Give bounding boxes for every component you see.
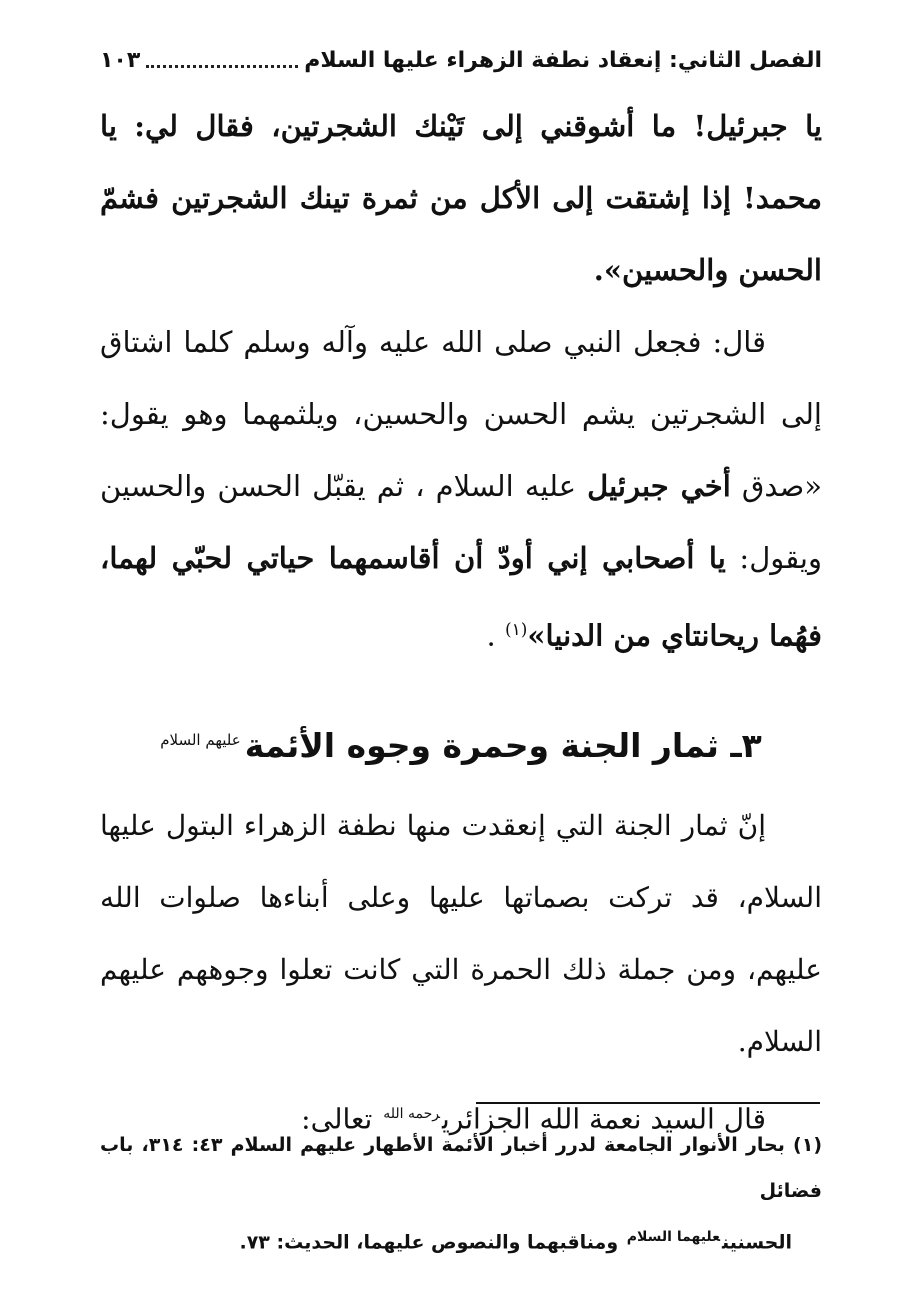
honorific-glyph: رحمه الله (383, 1106, 440, 1122)
narration-end: . (486, 618, 505, 653)
footnote-1: (١) بحار الأنوار الجامعة لدرر أخبار الأئمة الأطهار عليهم السلام ٤٣: ٣١٤، باب فضائل (100, 1134, 822, 1202)
chapter-title: الفصل الثاني: إنعقاد نطفة الزهراء عليها السلام (304, 47, 822, 73)
footnote-1-continuation (100, 1214, 822, 1265)
quotation-intro-end: تعالى: (301, 1102, 382, 1136)
section-heading-text: ٣ـ ثمار الجنة وحمرة وجوه الأئمة (244, 726, 762, 765)
page-number: ١٠٣ (100, 47, 141, 73)
footnote-separator (476, 1102, 820, 1104)
main-text-block (100, 90, 822, 672)
paragraph-narration (100, 306, 822, 672)
quotation-intro-text: قال السيد نعمة الله الجزائري (441, 1102, 766, 1136)
section-heading (100, 702, 822, 778)
narration-bold-phrase: أخي جبرئيل (587, 469, 731, 503)
honorific-glyph: عليهما السلام (626, 1229, 721, 1245)
footnote-text-end: ومناقبهما والنصوص عليهما، الحديث: ٧٣. (239, 1231, 625, 1254)
honorific-glyph: عليهم السلام (160, 731, 241, 749)
narration-quote: يا أصحابي إني أودّ أن أقاسمهما حياتي لحبّي لهما، فهُما ريحانتاي من الدنيا» (100, 541, 822, 653)
footnotes (100, 1122, 822, 1265)
running-header (100, 40, 822, 80)
paragraph-quote-continuation: يا جبرئيل! ما أشوقني إلى تَيْنك الشجرتين، فقال لي: يا محمد! إذا إشتقت إلى الأكل من ثمرة تينك الشجرتين فشمّ الحسن والحسين». (100, 109, 822, 287)
narration-middle: عليه السلام ، ثم يقبّل الحسن والحسين ويقول: (100, 469, 822, 575)
dotted-leader (146, 65, 298, 68)
section-text-block (100, 790, 822, 1155)
footnote-reference: (١) (504, 620, 528, 640)
footnote-text: الحسنين (722, 1231, 792, 1254)
narration-intro: قال: فجعل النبي صلى الله عليه وآله وسلم كلما اشتاق إلى الشجرتين يشم الحسن والحسين، ويلثمهما وهو يقول: «صدق (100, 325, 822, 503)
section-paragraph: إنّ ثمار الجنة التي إنعقدت منها نطفة الزهراء البتول عليها السلام، قد تركت بصماتها عليها وعلى أبناءها صلوات الله عليهم، ومن جملة ذلك الحمرة التي كانت تعلوا وجوههم عليهم السلام. (100, 809, 822, 1058)
